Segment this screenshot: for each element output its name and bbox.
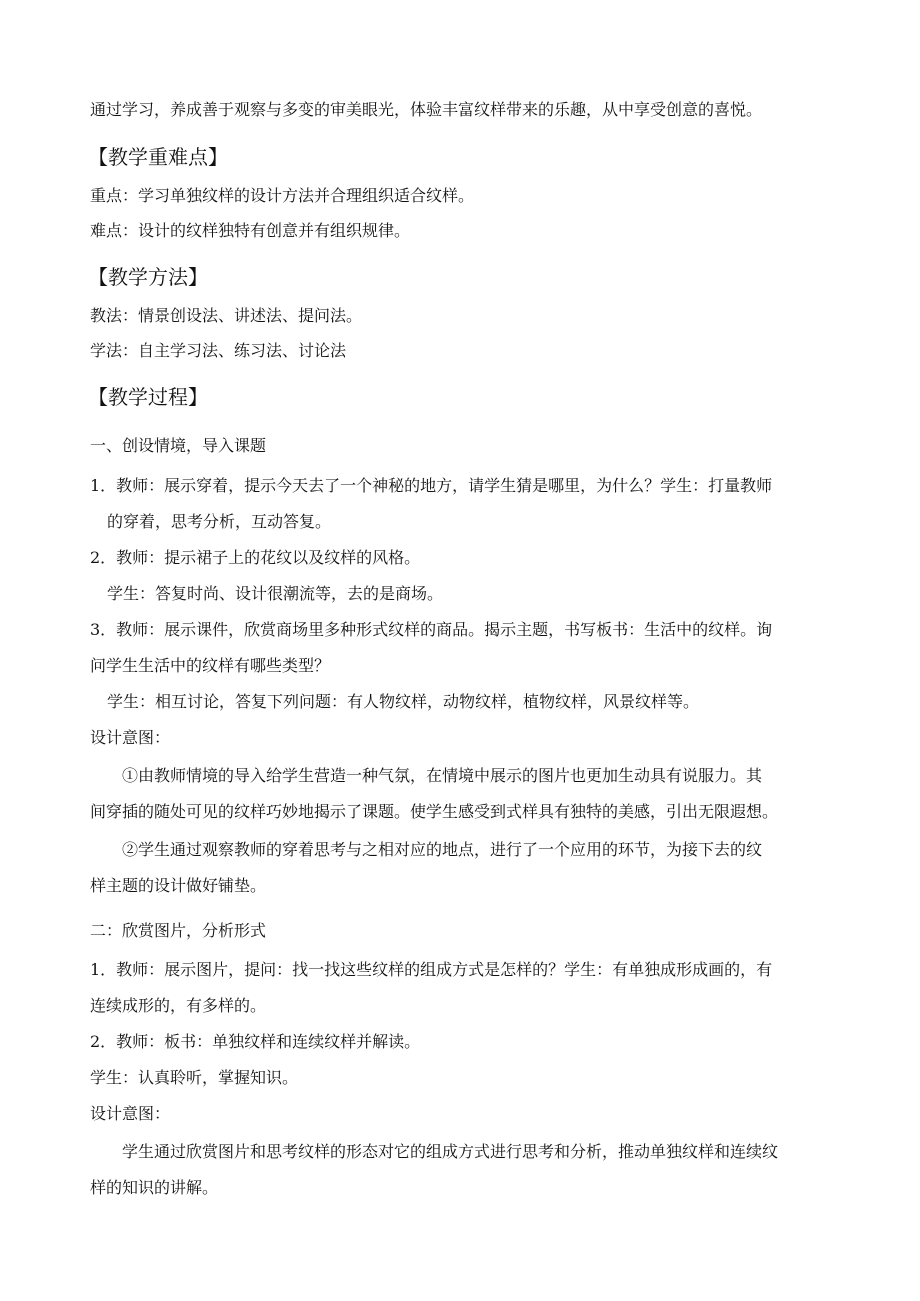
- learning-method-line: 学法：自主学习法、练习法、讨论法: [90, 341, 347, 360]
- part1-intent-label: 设计意图：: [90, 728, 171, 747]
- part2-title: 二：欣赏图片，分析形式: [90, 921, 267, 940]
- part1-title: 一、创设情境，导入课题: [90, 436, 267, 455]
- part2-item1-line2: 连续成形的，有多样的。: [90, 996, 267, 1015]
- part1-item3-line1: 3．教师：展示课件，欣赏商场里多种形式纹样的商品。揭示主题，书写板书：生活中的纹样。询: [90, 620, 773, 639]
- section-heading-methods: 【教学方法】: [88, 265, 208, 289]
- part1-item3-line2: 问学生生活中的纹样有哪些类型？: [90, 656, 331, 675]
- part2-intent-line1: 学生通过欣赏图片和思考纹样的形态对它的组成方式进行思考和分析，推动单独纹样和连续纹: [122, 1142, 779, 1161]
- part1-intent1-line2: 间穿插的随处可见的纹样巧妙地揭示了课题。使学生感受到式样具有独特的美感，引出无限遐想。: [90, 802, 779, 821]
- part1-intent2-line2: 样主题的设计做好铺垫。: [90, 876, 267, 895]
- difficult-point-line: 难点：设计的纹样独特有创意并有组织规律。: [90, 221, 411, 240]
- part1-item3-student: 学生：相互讨论，答复下列问题：有人物纹样，动物纹样，植物纹样，风景纹样等。: [107, 692, 700, 711]
- key-point-line: 重点：学习单独纹样的设计方法并合理组织适合纹样。: [90, 186, 475, 205]
- section-heading-process: 【教学过程】: [88, 385, 208, 409]
- teaching-method-line: 教法：情景创设法、讲述法、提问法。: [90, 306, 363, 325]
- part1-item1-line1: 1．教师：展示穿着，提示今天去了一个神秘的地方，请学生猜是哪里，为什么？学生：打量教师: [90, 476, 773, 495]
- part1-item2-student: 学生：答复时尚、设计很潮流等，去的是商场。: [107, 584, 444, 603]
- part2-item2-student: 学生：认真聆听，掌握知识。: [90, 1068, 299, 1087]
- section-heading-difficulties: 【教学重难点】: [88, 145, 228, 169]
- part1-intent1-line1: ①由教师情境的导入给学生营造一种气氛，在情境中展示的图片也更加生动具有说服力。其: [122, 766, 763, 785]
- part1-intent2-line1: ②学生通过观察教师的穿着思考与之相对应的地点，进行了一个应用的环节，为接下去的纹: [122, 840, 763, 859]
- part2-intent-line2: 样的知识的讲解。: [90, 1178, 219, 1197]
- part1-item1-line2: 的穿着，思考分析，互动答复。: [107, 512, 332, 531]
- part2-intent-label: 设计意图：: [90, 1104, 171, 1123]
- part1-item2: 2．教师：提示裙子上的花纹以及纹样的风格。: [90, 548, 421, 567]
- intro-line: 通过学习，养成善于观察与多变的审美眼光，体验丰富纹样带来的乐趣，从中享受创意的喜悦。: [90, 100, 763, 119]
- part2-item1-line1: 1．教师：展示图片，提问：找一找这些纹样的组成方式是怎样的？学生：有单独成形成画的，有: [90, 960, 773, 979]
- part2-item2: 2．教师：板书：单独纹样和连续纹样并解读。: [90, 1032, 421, 1051]
